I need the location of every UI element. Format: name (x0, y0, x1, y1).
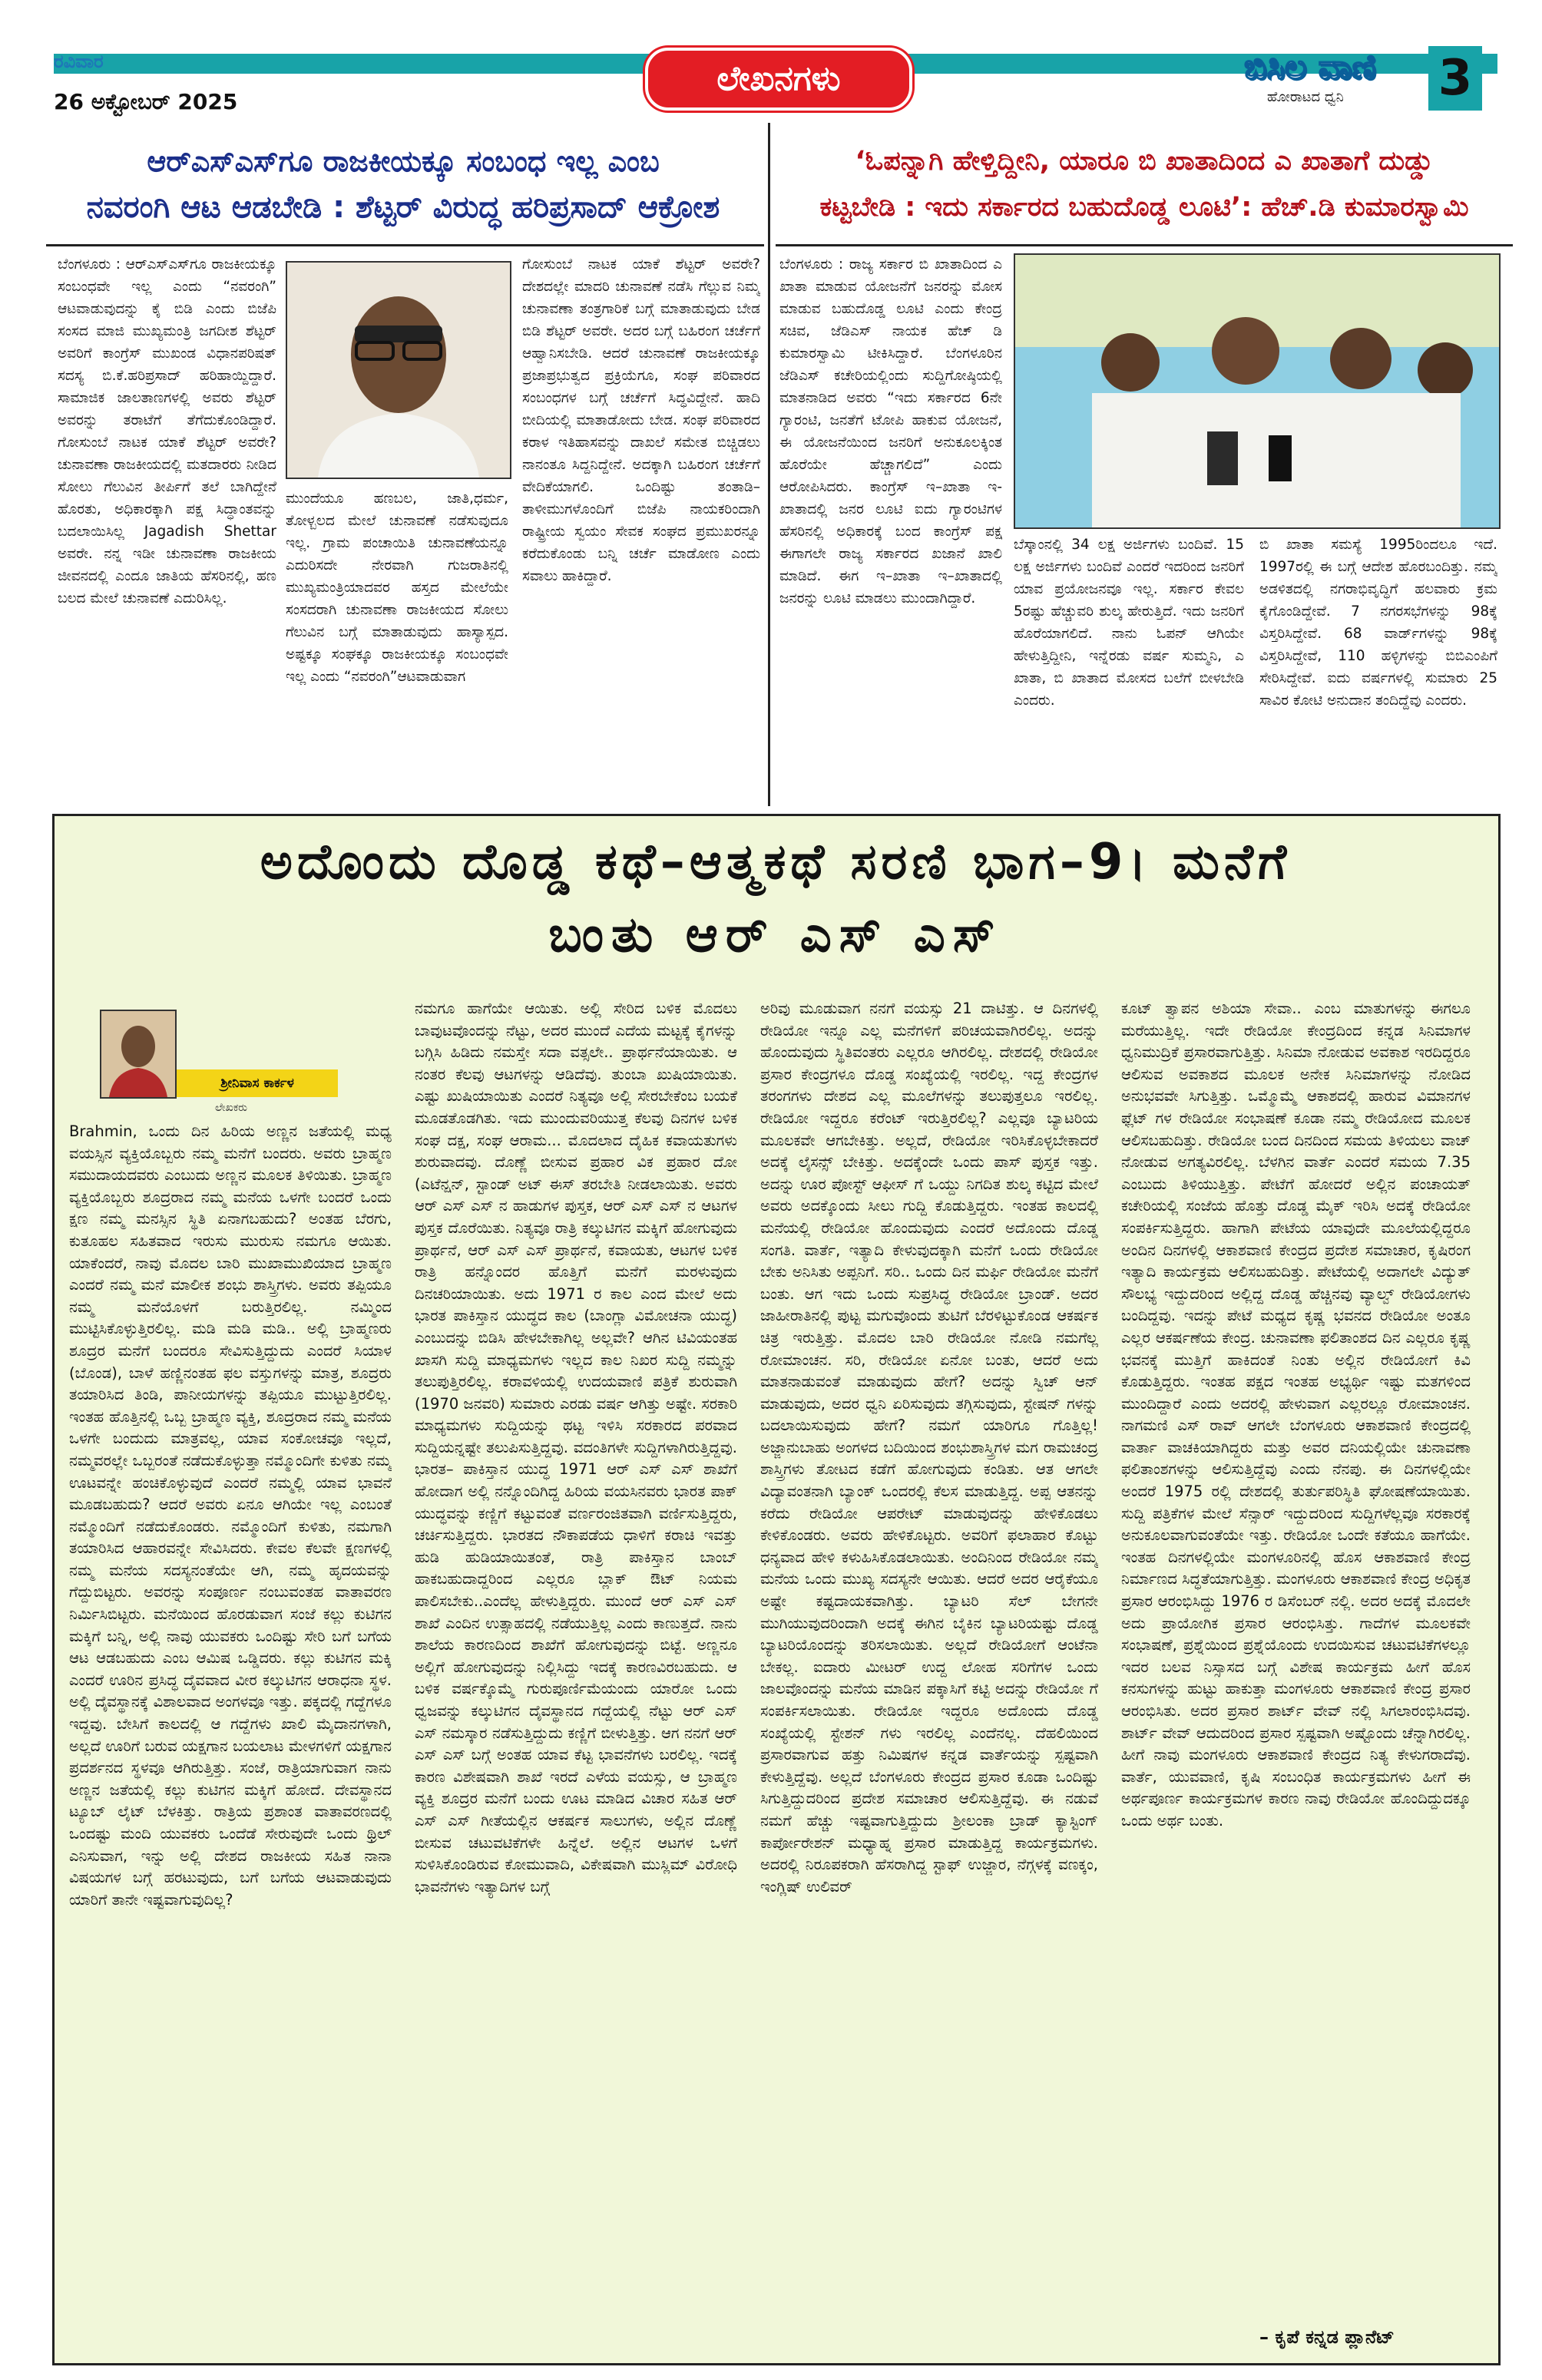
feature-title-line1: ಅದೊಂದು ದೊಡ್ಡ ಕಥೆ–ಆತ್ಮಕಥೆ ಸರಣಿ ಭಾಗ–9। ಮನೆಗೆ (260, 834, 1292, 891)
feature-credit: – ಕೃಪೆ ಕನ್ನಡ ಪ್ಲಾನೆಟ್ (1259, 2326, 1395, 2348)
feature-column-2: ನಮಗೂ ಹಾಗೆಯೇ ಆಯಿತು. ಅಲ್ಲಿ ಸೇರಿದ ಬಳಿಕ ಮೊದಲು ಬಾವುಟವೊಂದನ್ನು ನೆಟ್ಟು, ಅದರ ಮುಂದೆ ಎದೆಯ ಮಟ್ಟಕ್ಕೆ ಕೈಗಳನ್ನು ಬಗ್ಗಿಸಿ ಹಿಡಿದು ನಮಸ್ತೇ ಸದಾ ವತ್ಸಲೇ.. ಪ್ರಾರ್ಥನೆಯಾಯಿತು. ಆ ನಂತರ ಕೆಲವು ಆಟಗಳನ್ನು ಆಡಿದೆವು. ತುಂಬಾ ಖುಷಿಯಾಯಿತು. ಎಷ್ಟು ಖುಷಿಯಾಯಿತು ಎಂದರೆ ನಿತ್ಯವೂ ಅಲ್ಲಿ ಸೇರಬೇಕೆಂಬ ಬಯಕೆ ಮೂಡತೊಡಗಿತು. ಇದು ಮುಂದುವರಿಯುತ್ತ ಕೆಲವು ದಿನಗಳ ಬಳಿಕ ಸಂಘ ದಕ್ಷ, ಸಂಘ ಆರಾಮ... ಮೊದಲಾದ ದೈಹಿಕ ಕವಾಯತುಗಳು ಶುರುವಾದವು. ದೊಣ್ಣೆ ಬೀಸುವ ಪ್ರಹಾರ ವಿಕ ಪ್ರಹಾರ ದೋ (ಎಟೆನ್ಷನ್, ಸ್ಟಾಂಡ್ ಅಟ್ ಈಸ್ ತರಬೇತಿ ನೀಡಲಾಯಿತು. ಅವರು ಆರ್ ಎಸ್ ಎಸ್ ನ ಹಾಡುಗಳ ಪುಸ್ತಕ, ಆರ್ ಎಸ್ ಎಸ್ ನ ಆಟಗಳ ಪುಸ್ತಕ ದೊರೆಯಿತು. ನಿತ್ಯವೂ ರಾತ್ರಿ ಕಲ್ಕುಟಿಗನ ಮಕ್ಕಿಗೆ ಹೋಗುವುದು ಪ್ರಾರ್ಥನೆ, ಆರ್ ಎಸ್ ಎಸ್ ಪ್ರಾರ್ಥನೆ, ಕವಾಯತು, ಆಟಗಳ ಬಳಿಕ ರಾತ್ರಿ ಹನ್ನೊಂದರ ಹೊತ್ತಿಗೆ ಮನೆಗೆ ಮರಳುವುದು ದಿನಚರಿಯಾಯಿತು. ಅದು 1971 ರ ಕಾಲ ಎಂದ ಮೇಲೆ ಅದು ಭಾರತ ಪಾಕಿಸ್ತಾನ ಯುದ್ಧದ ಕಾಲ (ಬಾಂಗ್ಲಾ ವಿಮೋಚನಾ ಯುದ್ಧ) ಎಂಬುದನ್ನು ಬಿಡಿಸಿ ಹೇಳಬೇಕಾಗಿಲ್ಲ ಅಲ್ಲವೇ? ಆಗಿನ ಟಿವಿಯಂತಹ ಖಾಸಗಿ ಸುದ್ದಿ ಮಾಧ್ಯಮಗಳು ಇಲ್ಲದ ಕಾಲ ನಿಖರ ಸುದ್ದಿ ನಮ್ಮನ್ನು ತಲುಪುತ್ತಿರಲಿಲ್ಲ. ಕರಾವಳಿಯಲ್ಲಿ ಉದಯವಾಣಿ ಪತ್ರಿಕೆ ಶುರುವಾಗಿ (1970 ಜನವರಿ) ಸುಮಾರು ಎರಡು ವರ್ಷ ಆಗಿತ್ತು ಅಷ್ಟೇ. ಸರಕಾರಿ ಮಾಧ್ಯಮಗಳು ಸುದ್ದಿಯನ್ನು ಥಟ್ಟ ಇಳಿಸಿ ಸರಕಾರದ ಪರವಾದ ಸುದ್ದಿಯನ್ನಷ್ಟೇ ತಲುಪಿಸುತ್ತಿದ್ದವು. ವದಂತಿಗಳೇ ಸುದ್ದಿಗಳಾಗಿರುತ್ತಿದ್ದವು. ಭಾರತ– ಪಾಕಿಸ್ತಾನ ಯುದ್ಧ 1971 ಆರ್ ಎಸ್ ಎಸ್ ಶಾಖೆಗೆ ಹೋದಾಗ ಅಲ್ಲಿ ನನ್ನೊಂದಿಗಿದ್ದ ಹಿರಿಯ ವಯಸಿನವರು ಭಾರತ ಪಾಕ್ ಯುದ್ಧವನ್ನು ಕಣ್ಣಿಗೆ ಕಟ್ಟುವಂತೆ ವರ್ಣರಂಜಿತವಾಗಿ ವರ್ಣಿಸುತ್ತಿದ್ದರು, ಚರ್ಚಿಸುತ್ತಿದ್ದರು. ಭಾರತದ ನೌಕಾಪಡೆಯ ಧಾಳಿಗೆ ಕರಾಚಿ ಇವತ್ತು ಹುಡಿ ಹುಡಿಯಾಯಿತಂತೆ, ರಾತ್ರಿ ಪಾಕಿಸ್ತಾನ ಬಾಂಬ್ ಹಾಕಬಹುದಾದ್ದರಿಂದ ಎಲ್ಲರೂ ಬ್ಲಾಕ್ ಔಟ್ ನಿಯಮ ಪಾಲಿಸಬೇಕು..ಎಂದೆಲ್ಲ ಹೇಳುತ್ತಿದ್ದರು. ಮುಂದೆ ಆರ್ ಎಸ್ ಎಸ್ ಶಾಖೆ ಎಂದಿನ ಉತ್ಸಾಹದಲ್ಲಿ ನಡೆಯುತ್ತಿಲ್ಲ ಎಂದು ಕಾಣುತ್ತದೆ. ನಾನು ಶಾಲೆಯ ಕಾರಣದಿಂದ ಶಾಖೆಗೆ ಹೋಗುವುದನ್ನು ಬಿಟ್ಟೆ. ಅಣ್ಣನೂ ಅಲ್ಲಿಗೆ ಹೋಗುವುದನ್ನು ನಿಲ್ಲಿಸಿದ್ದು ಇದಕ್ಕೆ ಕಾರಣವಿರಬಹುದು. ಆ ಬಳಿಕ ವರ್ಷಕ್ಕೊಮ್ಮೆ ಗುರುಪೂರ್ಣಿಮೆಯಂದು ಯಾರೋ ಒಂದು ಧ್ವಜವನ್ನು ಕಲ್ಕುಟಿಗನ ದೈವಸ್ಥಾನದ ಗದ್ದೆಯಲ್ಲಿ ನೆಟ್ಟು ಆರ್ ಎಸ್ ಎಸ್ ನಮಸ್ಕಾರ ನಡೆಸುತ್ತಿದ್ದುದು ಕಣ್ಣಿಗೆ ಬೀಳುತ್ತಿತ್ತು. ಆಗ ನನಗೆ ಆರ್ ಎಸ್ ಎಸ್ ಬಗ್ಗೆ ಅಂತಹ ಯಾವ ಕೆಟ್ಟ ಭಾವನೆಗಳು ಬರಲಿಲ್ಲ. ಇದಕ್ಕೆ ಕಾರಣ ವಿಶೇಷವಾಗಿ ಶಾಖೆ ಇರದೆ ಎಳೆಯ ವಯಸ್ಸು, ಆ ಬ್ರಾಹ್ಮಣ ವ್ಯಕ್ತಿ ಶೂದ್ರರ ಮನೆಗೆ ಬಂದು ಊಟ ಮಾಡಿದ ವಿಚಾರ ಸಹಿತ ಆರ್ ಎಸ್ ಎಸ್ ಗೀತೆಯಲ್ಲಿನ ಆಕರ್ಷಕ ಸಾಲುಗಳು, ಅಲ್ಲಿನ ದೊಣ್ಣೆ ಬೀಸುವ ಚಟುವಟಿಕೆಗಳೇ ಹಿನ್ನೆಲೆ. ಅಲ್ಲಿನ ಆಟಗಳ ಒಳಗೆ ಸುಳಿಸಿಕೊಂಡಿರುವ ಕೋಮುವಾದಿ, ವಿಕೇಷವಾಗಿ ಮುಸ್ಲಿಮ್ ವಿರೋಧಿ ಭಾವನೆಗಳು ಇತ್ಯಾದಿಗಳ ಬಗ್ಗೆ (415, 1000, 737, 1896)
story2-column-3: ಬಿ ಖಾತಾ ಸಮಸ್ಯೆ 1995ರಿಂದಲೂ ಇದೆ. 1997ರಲ್ಲಿ ಈ ಬಗ್ಗೆ ಆದೇಶ ಹೊರಬಂದಿತ್ತು. ನಮ್ಮ ಅಡಳಿತದಲ್ಲಿ ನಗರಾಭಿವೃದ್ಧಿಗೆ ಹಲವಾರು ಕ್ರಮ ಕೈಗೊಂಡಿದ್ದೇವೆ. 7 ನಗರಸಭೆಗಳನ್ನು 98ಕ್ಕೆ ವಿಸ್ತರಿಸಿದ್ದೇವೆ. 68 ವಾರ್ಡ್‌ಗಳನ್ನು 98ಕ್ಕೆ ವಿಸ್ತರಿಸಿದ್ದೇವೆ, 110 ಹಳ್ಳಿಗಳನ್ನು ಬಿಬಿಎಂಪಿಗೆ ಸೇರಿಸಿದ್ದೇವೆ. ಐದು ವರ್ಷಗಳಲ್ಲಿ ಸುಮಾರು 25 ಸಾವಿರ ಕೋಟಿ ಅನುದಾನ ತಂದಿದ್ದೆವು ಎಂದರು. (1259, 537, 1497, 709)
feature-column-3: ಅರಿವು ಮೂಡುವಾಗ ನನಗೆ ವಯಸ್ಸು 21 ದಾಟಿತ್ತು. ಆ ದಿನಗಳಲ್ಲಿ ರೇಡಿಯೋ ಇನ್ನೂ ಎಲ್ಲ ಮನೆಗಳಿಗೆ ಪರಿಚಯವಾಗಿರಲಿಲ್ಲ. ಅದನ್ನು ಹೊಂದುವುದು ಸ್ಥಿತಿವಂತರು ಎಲ್ಲರೂ ಆಗಿರಲಿಲ್ಲ. ದೇಶದಲ್ಲಿ ರೇಡಿಯೋ ಪ್ರಸಾರ ಕೇಂದ್ರಗಳೂ ದೊಡ್ಡ ಸಂಖ್ಯೆಯಲ್ಲಿ ಇರಲಿಲ್ಲ. ಇದ್ದ ಕೇಂದ್ರಗಳ ತರಂಗಗಳು ದೇಶದ ಎಲ್ಲ ಮೂಲೆಗಳನ್ನು ತಲುಪುತ್ತಲೂ ಇರಲಿಲ್ಲ. ರೇಡಿಯೋ ಇದ್ದರೂ ಕರೆಂಟ್ ಇರುತ್ತಿರಲಿಲ್ಲ? ಎಲ್ಲವೂ ಬ್ಯಾಟರಿಯ ಮೂಲಕವೇ ಆಗಬೇಕಿತ್ತು. ಅಲ್ಲದೆ, ರೇಡಿಯೋ ಇರಿಸಿಕೊಳ್ಳಬೇಕಾದರೆ ಅದಕ್ಕೆ ಲೈಸನ್ಸ್ ಬೇಕಿತ್ತು. ಅದಕ್ಕೆಂದೇ ಒಂದು ಪಾಸ್ ಪುಸ್ತಕ ಇತ್ತು. ಅದನ್ನು ಊರ ಪೋಸ್ಟ್ ಆಫೀಸ್ ಗೆ ಒಯ್ದು ನಿಗದಿತ ಶುಲ್ಕ ಕಟ್ಟಿದ ಮೇಲೆ ಅವರು ಅದಕ್ಕೊಂದು ಸೀಲು ಗುದ್ದಿ ಕೊಡುತ್ತಿದ್ದರು. ಇಂತಹ ಕಾಲದಲ್ಲಿ ಮನೆಯಲ್ಲಿ ರೇಡಿಯೋ ಹೊಂದುವುದು ಎಂದರೆ ಅದೊಂದು ದೊಡ್ಡ ಸಂಗತಿ. ವಾರ್ತೆ, ಇತ್ಯಾದಿ ಕೇಳುವುದಕ್ಕಾಗಿ ಮನೆಗೆ ಒಂದು ರೇಡಿಯೋ ಬೇಕು ಅನಿಸಿತು ಅಪ್ಪನಿಗೆ. ಸರಿ.. ಒಂದು ದಿನ ಮರ್ಫಿ ರೇಡಿಯೋ ಮನೆಗೆ ಬಂತು. ಆಗ ಇದು ಒಂದು ಸುಪ್ರಸಿದ್ಧ ರೇಡಿಯೋ ಬ್ರಾಂಡ್. ಅದರ ಜಾಹೀರಾತಿನಲ್ಲಿ ಪುಟ್ಟ ಮಗುವೊಂದು ತುಟಿಗೆ ಬೆರಳಿಟ್ಟುಕೊಂಡ ಆಕರ್ಷಕ ಚಿತ್ರ ಇರುತ್ತಿತ್ತು. ಮೊದಲ ಬಾರಿ ರೇಡಿಯೋ ನೋಡಿ ನಮಗೆಲ್ಲ ರೋಮಾಂಚನ. ಸರಿ, ರೇಡಿಯೋ ಏನೋ ಬಂತು, ಆದರೆ ಅದು ಮಾತನಾಡುವಂತೆ ಮಾಡುವುದು ಹೇಗೆ? ಅದನ್ನು ಸ್ವಿಚ್ ಆನ್ ಮಾಡುವುದು, ಅದರ ಧ್ವನಿ ಏರಿಸುವುದು ತಗ್ಗಿಸುವುದು, ಸ್ಟೇಷನ್ ಗಳನ್ನು ಬದಲಾಯಿಸುವುದು ಹೇಗೆ? ನಮಗೆ ಯಾರಿಗೂ ಗೊತ್ತಿಲ್ಲ! ಅಜ್ಜಾನುಬಾಹು ಅಂಗಳದ ಬದಿಯಿಂದ ಶಂಭುಶಾಸ್ತ್ರಿಗಳ ಮಗ ರಾಮಚಂದ್ರ ಶಾಸ್ತ್ರಿಗಳು ತೋಟದ ಕಡೆಗೆ ಹೋಗುವುದು ಕಂಡಿತು. ಆತ ಆಗಲೇ ವಿದ್ಯಾವಂತನಾಗಿ ಬ್ಯಾಂಕ್ ಒಂದರಲ್ಲಿ ಕೆಲಸ ಮಾಡುತ್ತಿದ್ದ. ಅಪ್ಪ ಆತನನ್ನು ಕರೆದು ರೇಡಿಯೋ ಆಪರೇಟ್ ಮಾಡುವುದನ್ನು ಹೇಳಿಕೊಡಲು ಕೇಳಿಕೊಂಡರು. ಅವರು ಹೇಳಿಕೊಟ್ಟರು. ಅವರಿಗೆ ಫಲಾಹಾರ ಕೊಟ್ಟು ಧನ್ಯವಾದ ಹೇಳಿ ಕಳುಹಿಸಿಕೊಡಲಾಯಿತು. ಅಂದಿನಿಂದ ರೇಡಿಯೋ ನಮ್ಮ ಮನೆಯ ಒಂದು ಮುಖ್ಯ ಸದಸ್ಯನೇ ಆಯಿತು. ಆದರೆ ಅದರ ಆರೈಕೆಯೂ ಅಷ್ಟೇ ಕಷ್ಟದಾಯಕವಾಗಿತ್ತು. ಬ್ಯಾಟರಿ ಸೆಲ್ ಬೇಗನೇ ಮುಗಿಯುವುದರಿಂದಾಗಿ ಅದಕ್ಕೆ ಈಗಿನ ಬೈಕಿನ ಬ್ಯಾಟರಿಯಷ್ಟು ದೊಡ್ಡ ಬ್ಯಾಟರಿಯೊಂದನ್ನು ತರಿಸಲಾಯಿತು. ಅಲ್ಲದೆ ರೇಡಿಯೋಗೆ ಆಂಟೆನಾ ಬೇಕಲ್ಲ. ಐದಾರು ಮೀಟರ್ ಉದ್ದ ಲೋಹ ಸರಿಗೆಗಳ ಒಂದು ಜಾಲವೊಂದನ್ನು ಮನೆಯ ಮಾಡಿನ ಪಕ್ಕಾಸಿಗೆ ಕಟ್ಟಿ ಅದನ್ನು ರೇಡಿಯೋ ಗೆ ಸಂಪರ್ಕಿಸಲಾಯಿತು. ರೇಡಿಯೋ ಇದ್ದರೂ ಅದೊಂದು ದೊಡ್ಡ ಸಂಖ್ಯೆಯಲ್ಲಿ ಸ್ಟೇಶನ್ ಗಳು ಇರಲಿಲ್ಲ ಎಂದೆನಲ್ಲ. ದೆಹಲಿಯಿಂದ ಪ್ರಸಾರವಾಗುವ ಹತ್ತು ನಿಮಿಷಗಳ ಕನ್ನಡ ವಾರ್ತೆಯನ್ನು ಸ್ಪಷ್ಟವಾಗಿ ಕೇಳುತ್ತಿದ್ದೆವು. ಅಲ್ಲದೆ ಬೆಂಗಳೂರು ಕೇಂದ್ರದ ಪ್ರಸಾರ ಕೂಡಾ ಒಂದಿಷ್ಟು ಸಿಗುತ್ತಿದ್ದುದರಿಂದ ಪ್ರದೇಶ ಸಮಾಚಾರ ಆಲಿಸುತ್ತಿದ್ದೆವು. ಈ ನಡುವೆ ನಮಗೆ ಹೆಚ್ಚು ಇಷ್ಟವಾಗುತ್ತಿದ್ದುದು ಶ್ರೀಲಂಕಾ ಬ್ರಾಡ್ ಕ್ಯಾಸ್ಟಿಂಗ್ ಕಾರ್ಪೋರೇಶನ್ ಮಧ್ಯಾಹ್ನ ಪ್ರಸಾರ ಮಾಡುತ್ತಿದ್ದ ಕಾರ್ಯಕ್ರಮಗಳು. ಅದರಲ್ಲಿ ನಿರೂಪಕರಾಗಿ ಹೆಸರಾಗಿದ್ದ ಸ್ಟಾಫ್ ಉಜ್ಜಾರ, ನೆಗ್ಗಳಕ್ಕೆ ವಣಕ್ಕಂ, ಇಂಗ್ಲಿಷ್ ಉಲಿವರ್ (760, 1000, 1098, 1896)
story2-photo (1014, 253, 1501, 529)
column-divider (768, 123, 770, 806)
date-box (54, 51, 307, 114)
author-name: ಶ್ರೀನಿವಾಸ ಕಾರ್ಕಳ (177, 1069, 338, 1097)
story1-photo (286, 261, 511, 479)
author-role: ಲೇಖಕರು (215, 1102, 248, 1114)
page-number: 3 (1428, 46, 1482, 111)
story1-separator (46, 244, 764, 246)
masthead (0, 0, 1542, 127)
feature-column-4: ಕೂಟ್ ತ್ವಾಪನ ಅಶಿಯಾ ಸೇವಾ.. ಎಂಬ ಮಾತುಗಳನ್ನು ಈಗಲೂ ಮರೆಯುತ್ತಿಲ್ಲ. ಇದೇ ರೇಡಿಯೋ ಕೇಂದ್ರದಿಂದ ಕನ್ನಡ ಸಿನಿಮಾಗಳ ಧ್ವನಿಮುದ್ರಿಕೆ ಪ್ರಸಾರವಾಗುತ್ತಿತ್ತು. ಸಿನಿಮಾ ನೋಡುವ ಅವಕಾಶ ಇರದಿದ್ದರೂ ಆಲಿಸುವ ಅವಕಾಶದ ಮೂಲಕ ಅನೇಕ ಸಿನಿಮಾಗಳನ್ನು ನೋಡಿದ ಅನುಭವವೇ ಸಿಗುತ್ತಿತ್ತು. ಒಮ್ಮೊಮ್ಮೆ ಆಕಾಶದಲ್ಲಿ ಹಾರುವ ವಿಮಾನಗಳ ಫ್ಲೆಟ್ ಗಳ ರೇಡಿಯೋ ಸಂಭಾಷಣೆ ಕೂಡಾ ನಮ್ಮ ರೇಡಿಯೋದ ಮೂಲಕ ಆಲಿಸಬಹುದಿತ್ತು. ರೇಡಿಯೋ ಬಂದ ದಿನದಿಂದ ಸಮಯ ತಿಳಿಯಲು ವಾಚ್ ನೋಡುವ ಅಗತ್ಯವಿರಲಿಲ್ಲ. ಬೆಳಗಿನ ವಾರ್ತೆ ಎಂದರೆ ಸಮಯ 7.35 ಎಂಬುದು ತಿಳಿಯುತ್ತಿತ್ತು. ಪೇಟೆಗೆ ಹೋದರೆ ಅಲ್ಲಿನ ಪಂಚಾಯತ್ ಕಚೇರಿಯಲ್ಲಿ ಸಂಜೆಯ ಹೊತ್ತು ದೊಡ್ಡ ಮೈಕ್ ಇರಿಸಿ ಅದಕ್ಕೆ ರೇಡಿಯೋ ಸಂಪರ್ಕಿಸುತ್ತಿದ್ದರು. ಹಾಗಾಗಿ ಪೇಟೆಯ ಯಾವುದೇ ಮೂಲೆಯಲ್ಲಿದ್ದರೂ ಅಂದಿನ ದಿನಗಳಲ್ಲಿ ಆಕಾಶವಾಣಿ ಕೇಂದ್ರದ ಪ್ರದೇಶ ಸಮಾಚಾರ, ಕೃಷಿರಂಗ ಇತ್ಯಾದಿ ಕಾರ್ಯಕ್ರಮ ಆಲಿಸಬಹುದಿತ್ತು. ಪೇಟೆಯಲ್ಲಿ ಅದಾಗಲೇ ವಿದ್ಯುತ್ ಸೌಲಭ್ಯ ಇದ್ದುದರಿಂದ ಅಲ್ಲಿದ್ದ ದೊಡ್ಡ ಹೆಚ್ಚಿನವು ವ್ಯಾಲ್ವ್ ರೇಡಿಯೋಗಳು ಬಂದಿದ್ದವು. ಇದನ್ನು ಪೇಟೆ ಮಧ್ಯದ ಕೃಷ್ಣ ಭವನದ ರೇಡಿಯೋ ಅಂತೂ ಎಲ್ಲರ ಆಕರ್ಷಣೆಯ ಕೇಂದ್ರ. ಚುನಾವಣಾ ಫಲಿತಾಂಶದ ದಿನ ಎಲ್ಲರೂ ಕೃಷ್ಣ ಭವನಕ್ಕೆ ಮುತ್ತಿಗೆ ಹಾಕಿದಂತೆ ನಿಂತು ಅಲ್ಲಿನ ರೇಡಿಯೋಗೆ ಕಿವಿ ಕೊಡುತ್ತಿದ್ದರು. ಇಂತಹ ಪಕ್ಷದ ಇಂತಹ ಅಭ್ಯರ್ಥಿ ಇಷ್ಟು ಮತಗಳಿಂದ ಮುಂದಿದ್ದಾರೆ ಎಂದು ಅದರಲ್ಲಿ ಹೇಳುವಾಗ ಎಲ್ಲರಲ್ಲೂ ರೋಮಾಂಚನ. ನಾಗಮಣಿ ಎಸ್ ರಾವ್ ಆಗಲೇ ಬೆಂಗಳೂರು ಆಕಾಶವಾಣಿ ಕೇಂದ್ರದಲ್ಲಿ ವಾರ್ತಾ ವಾಚಕಿಯಾಗಿದ್ದರು ಮತ್ತು ಅವರ ದನಿಯಲ್ಲಿಯೇ ಚುನಾವಣಾ ಫಲಿತಾಂಶಗಳನ್ನು ಆಲಿಸುತ್ತಿದ್ದೆವು ಎಂದು ನೆನಪು. ಈ ದಿನಗಳಲ್ಲಿಯೇ ಅಂದರೆ 1975 ರಲ್ಲಿ ದೇಶದಲ್ಲಿ ತುರ್ತುಪರಿಸ್ಥಿತಿ ಘೋಷಣೆಯಾಯಿತು. ಸುದ್ದಿ ಪತ್ರಿಕೆಗಳ ಮೇಲೆ ಸೆನ್ಸಾರ್ ಇದ್ದುದರಿಂದ ಸುದ್ದಿಗಳೆಲ್ಲವೂ ಸರಕಾರಕ್ಕೆ ಅನುಕೂಲವಾಗುವಂತೆಯೇ ಇತ್ತು. ರೇಡಿಯೋ ಒಂದೇ ಕತೆಯೂ ಹಾಗೆಯೇ. ಇಂತಹ ದಿನಗಳಲ್ಲಿಯೇ ಮಂಗಳೂರಿನಲ್ಲಿ ಹೊಸ ಆಕಾಶವಾಣಿ ಕೇಂದ್ರ ನಿರ್ಮಾಣದ ಸಿದ್ಧತೆಯಾಗುತ್ತಿತ್ತು. ಮಂಗಳೂರು ಆಕಾಶವಾಣಿ ಕೇಂದ್ರ ಅಧಿಕೃತ ಪ್ರಸಾರ ಆರಂಭಿಸಿದ್ದು 1976 ರ ಡಿಸೆಂಬರ್ ನಲ್ಲಿ. ಅದರ ಅದಕ್ಕೆ ಮೊದಲೇ ಅದು ಪ್ರಾಯೋಗಿಕ ಪ್ರಸಾರ ಆರಂಭಿಸಿತ್ತು. ಗಾದೆಗಳ ಮೂಲಕವೇ ಸಂಭಾಷಣೆ, ಪ್ರಶ್ನೆಯಿಂದ ಪ್ರಶ್ನೆಯೊಂದು ಉದಯಿಸುವ ಚಟುವಟಿಕೆಗಳಲ್ಲೂ ಇದರ ಬಲವ ನಿಸ್ಸಾಸದ ಬಗ್ಗೆ ವಿಶೇಷ ಕಾರ್ಯಕ್ರಮ ಹೀಗೆ ಹೊಸ ಕನಸುಗಳನ್ನು ಹುಟ್ಟು ಹಾಕುತ್ತಾ ಮಂಗಳೂರು ಆಕಾಶವಾಣಿ ಕೇಂದ್ರ ಪ್ರಸಾರ ಆರಂಭಿಸಿತು. ಅದರ ಪ್ರಸಾರ ಶಾರ್ಟ್ ವೇವ್ ನಲ್ಲಿ ಸಿಗಲಾರಂಭಿಸಿದವು. ಶಾರ್ಟ್ ವೇವ್ ಆದುದರಿಂದ ಪ್ರಸಾರ ಸ್ಪಷ್ಟವಾಗಿ ಅಷ್ಟೊಂದು ಚೆನ್ನಾಗಿರಲಿಲ್ಲ. ಹೀಗೆ ನಾವು ಮಂಗಳೂರು ಆಕಾಶವಾಣಿ ಕೇಂದ್ರದ ನಿತ್ಯ ಕೇಳುಗರಾದೆವು. ವಾರ್ತೆ, ಯುವವಾಣಿ, ಕೃಷಿ ಸಂಬಂಧಿತ ಕಾರ್ಯಕ್ರಮಗಳು ಹೀಗೆ ಈ ಅರ್ಥಪೂರ್ಣ ಕಾರ್ಯಕ್ರಮಗಳ ಕಾರಣ ನಾವು ರೇಡಿಯೋ ಹೊಂದಿದ್ದುದಕ್ಕೂ ಒಂದು ಅರ್ಥ ಬಂತು. (1121, 1000, 1471, 1830)
portrait-illustration (287, 263, 510, 478)
author-photo (100, 1010, 177, 1099)
story2-headline-line2: ಕಟ್ಟಬೇಡಿ : ಇದು ಸರ್ಕಾರದ ಬಹುದೊಡ್ಡ ಲೂಟಿ’: ಹೆಚ್.ಡಿ ಕುಮಾರಸ್ವಾಮಿ (819, 192, 1469, 223)
story1-column-2: ಮುಂದೆಯೂ ಹಣಬಲ, ಜಾತಿ,ಧರ್ಮ, ತೋಳ್ಬಲದ ಮೇಲೆ ಚುನಾವಣೆ ನಡೆಸುವುದೂ ಇಲ್ಲ. ಗ್ರಾಮ ಪಂಚಾಯಿತಿ ಚುನಾವಣೆಯನ್ನೂ ಎದುರಿಸದೇ ನೇರವಾಗಿ ಗುಜರಾತಿನಲ್ಲಿ ಮುಖ್ಯಮಂತ್ರಿಯಾದವರ ಹಸ್ತದ ಮೇಲೆಯೇ ಸಂಸದರಾಗಿ ಚುನಾವಣಾ ರಾಜಕೀಯದ ಸೋಲು ಗೆಲುವಿನ ಬಗ್ಗೆ ಮಾತಾಡುವುದು ಹಾಸ್ಯಾಸ್ಪದ. ಅಷ್ಟಕ್ಕೂ ಸಂಘಕ್ಕೂ ರಾಜಕೀಯಕ್ಕೂ ಸಂಬಂಧವೇ ಇಲ್ಲ ಎಂದು “ನವರಂಗಿ”ಆಟವಾಡುವಾಗ (286, 491, 508, 685)
newspaper-logo (1244, 48, 1428, 109)
brand-name: ಬಿಸಿಲ ವಾಣಿ (1244, 48, 1376, 87)
brand-tagline: ಹೋರಾಟದ ಧ್ವನಿ (1267, 89, 1344, 105)
story2-column-1: ಬೆಂಗಳೂರು : ರಾಜ್ಯ ಸರ್ಕಾರ ಬಿ ಖಾತಾದಿಂದ ಎ ಖಾತಾ ಮಾಡುವ ಯೋಜನೆಗೆ ಜನರನ್ನು ಮೋಸ ಮಾಡುವ ಬಹುದೊಡ್ಡ ಲೂಟಿ ಎಂದು ಕೇಂದ್ರ ಸಚಿವ, ಜೆಡಿಎಸ್ ನಾಯಕ ಹೆಚ್ ಡಿ ಕುಮಾರಸ್ವಾಮಿ ಟೀಕಿಸಿದ್ದಾರೆ. ಬೆಂಗಳೂರಿನ ಜೆಡಿಎಸ್ ಕಚೇರಿಯಲ್ಲಿಂದು ಸುದ್ದಿಗೋಷ್ಠಿಯಲ್ಲಿ ಮಾತನಾಡಿದ ಅವರು “ಇದು ಸರ್ಕಾರದ 6ನೇ ಗ್ಯಾರಂಟಿ, ಜನತೆಗೆ ಟೋಪಿ ಹಾಕುವ ಯೋಜನೆ, ಈ ಯೋಜನೆಯಿಂದ ಜನರಿಗೆ ಅನುಕೂಲಕ್ಕಿಂತ ಹೊರೆಯೇ ಹೆಚ್ಚಾಗಲಿದೆ” ಎಂದು ಆರೋಪಿಸಿದರು. ಕಾಂಗ್ರೆಸ್ ಇ–ಖಾತಾ ಇ-ಖಾತಾದಲ್ಲಿ ಜನರ ಲೂಟಿ ಐದು ಗ್ಯಾರಂಟಿಗಳ ಹೆಸರಿನಲ್ಲಿ ಅಧಿಕಾರಕ್ಕೆ ಬಂದ ಕಾಂಗ್ರೆಸ್ ಪಕ್ಷ ಈಗಾಗಲೇ ರಾಜ್ಯ ಸರ್ಕಾರದ ಖಜಾನೆ ಖಾಲಿ ಮಾಡಿದೆ. ಈಗ ಇ–ಖಾತಾ ಇ–ಖಾತಾದಲ್ಲಿ ಜನರನ್ನು ಲೂಟಿ ಮಾಡಲು ಮುಂದಾಗಿದ್ದಾರೆ. (779, 256, 1002, 607)
story1-column-3: ಗೋಸುಂಬೆ ನಾಟಕ ಯಾಕೆ ಶೆಟ್ಟರ್ ಅವರೇ? ದೇಶದಲ್ಲೇ ಮಾದರಿ ಚುನಾವಣೆ ನಡೆಸಿ ಗೆಲ್ಲುವ ನಿಮ್ಮ ಚುನಾವಣಾ ತಂತ್ರಗಾರಿಕೆ ಬಗ್ಗೆ ಮಾತಾಡುವುದು ಬೇಡ ಬಿಡಿ ಶೆಟ್ಟರ್ ಅವರೇ. ಅದರ ಬಗ್ಗೆ ಬಹಿರಂಗ ಚರ್ಚೆಗೆ ಆಹ್ವಾನಿಸಬೇಡಿ. ಆದರೆ ಚುನಾವಣೆ ರಾಜಕೀಯಕ್ಕೂ ಪ್ರಜಾಪ್ರಭುತ್ವದ ಪ್ರಕ್ರಿಯೆಗೂ, ಸಂಘ ಪರಿವಾರದ ಸಂಬಂಧಗಳ ಬಗ್ಗೆ ಚರ್ಚೆಗೆ ಸಿದ್ಧವಿದ್ದೇನೆ. ಹಾದಿ ಬೀದಿಯಲ್ಲಿ ಮಾತಾಡೋದು ಬೇಡ. ಸಂಘ ಪರಿವಾರದ ಕರಾಳ ಇತಿಹಾಸವನ್ನು ದಾಖಲೆ ಸಮೇತ ಬಿಚ್ಚಿಡಲು ನಾನಂತೂ ಸಿದ್ದನಿದ್ದೇನೆ. ಅದಕ್ಕಾಗಿ ಬಹಿರಂಗ ಚರ್ಚೆಗೆ ವೇದಿಕೆಯಾಗಲಿ. ಒಂದಿಷ್ಟು ತಂತಾಡಿ–ತಾಳೀಮುಗಳೊಂದಿಗೆ ಬಿಜೆಪಿ ನಾಯಕರಿಂದಾಗಿ ರಾಷ್ಟ್ರೀಯ ಸ್ವಯಂ ಸೇವಕ ಸಂಘದ ಪ್ರಮುಖರನ್ನೂ ಕರೆದುಕೊಂಡು ಬನ್ನಿ ಚರ್ಚೆ ಮಾಡೋಣ ಎಂದು ಸವಾಲು ಹಾಕಿದ್ದಾರೆ. (522, 256, 760, 584)
story2-separator (776, 244, 1513, 246)
section-title: ಲೇಖನಗಳು (645, 48, 912, 111)
issue-date: 26 ಅಕ್ಟೋಬರ್ 2025 (54, 89, 238, 114)
feature-title-line2: ಬಂತು ಆರ್ ಎಸ್ ಎಸ್ (548, 907, 1003, 964)
story1-headline-line2: ನವರಂಗಿ ಆಟ ಆಡಬೇಡಿ : ಶೆಟ್ಟರ್ ವಿರುದ್ಧ ಹರಿಪ್ರಸಾದ್ ಆಕ್ರೋಶ (86, 190, 720, 225)
press-conference-illustration (1015, 255, 1499, 527)
author-portrait-illustration (101, 1011, 175, 1097)
story2-headline-line1: ‘ಓಪನ್ನಾಗಿ ಹೇಳ್ತಿದ್ದೀನಿ, ಯಾರೂ ಬಿ ಖಾತಾದಿಂದ ಎ ಖಾತಾಗೆ ದುಡ್ಡು (855, 146, 1434, 177)
story2-column-2: ಬೆಸ್ಕಾಂನಲ್ಲಿ 34 ಲಕ್ಷ ಅರ್ಜಿಗಳು ಬಂದಿವೆ. 15 ಲಕ್ಷ ಅರ್ಜಿಗಳು ಬಂದಿವೆ ಎಂದರೆ ಇದರಿಂದ ಜನರಿಗೆ ಯಾವ ಪ್ರಯೋಜನವೂ ಇಲ್ಲ. ಸರ್ಕಾರ ಕೇವಲ 5ರಷ್ಟು ಹೆಚ್ಚುವರಿ ಶುಲ್ಕ ಹೇರುತ್ತಿದೆ. ಇದು ಜನರಿಗೆ ಹೊರೆಯಾಗಲಿದೆ. ನಾನು ಓಪನ್ ಆಗಿಯೇ ಹೇಳುತ್ತಿದ್ದೀನಿ, ಇನ್ನೆರಡು ವರ್ಷ ಸುಮ್ಮನಿ, ಎ ಖಾತಾ, ಬಿ ಖಾತಾದ ಮೋಸದ ಬಲೆಗೆ ಬೀಳಬೇಡಿ ಎಂದರು. (1014, 537, 1244, 709)
issue-day: ರವಿವಾರ (54, 51, 104, 72)
author-card (100, 1010, 338, 1114)
feature-column-1: Brahmin, ಒಂದು ದಿನ ಹಿರಿಯ ಅಣ್ಣನ ಜತೆಯಲ್ಲಿ ಮಧ್ಯ ವಯಸ್ಸಿನ ವ್ಯಕ್ತಿಯೊಬ್ಬರು ನಮ್ಮ ಮನೆಗೆ ಬಂದರು. ಅವರು ಬ್ರಾಹ್ಮಣ ಸಮುದಾಯದವರು ಎಂಬುದು ಅಣ್ಣನ ಮೂಲಕ ತಿಳಿಯಿತು. ಬ್ರಾಹ್ಮಣ ವ್ಯಕ್ತಿಯೊಬ್ಬರು ಶೂದ್ರರಾದ ನಮ್ಮ ಮನೆಯ ಒಳಗೇ ಬಂದರೆ ಒಂದು ಕ್ಷಣ ನಮ್ಮ ಮನಸ್ಸಿನ ಸ್ಥಿತಿ ಏನಾಗಬಹುದು? ಅಂತಹ ಬೆರಗು, ಕುತೂಹಲ ಸಹಿತವಾದ ಇರುಸು ಮುರುಸು ನಮಗೂ ಆಯಿತು. ಯಾಕೆಂದರೆ, ನಾವು ಮೊದಲ ಬಾರಿ ಮುಖಾಮುಖಿಯಾದ ಬ್ರಾಹ್ಮಣ ಎಂದರೆ ನಮ್ಮ ಮನೆ ಮಾಲೀಕ ಶಂಭು ಶಾಸ್ತ್ರಿಗಳು. ಅವರು ತಪ್ಪಿಯೂ ನಮ್ಮ ಮನೆಯೊಳಗೆ ಬರುತ್ತಿರಲಿಲ್ಲ. ನಮ್ಮಿಂದ ಮುಟ್ಟಿಸಿಕೊಳ್ಳುತ್ತಿರಲಿಲ್ಲ. ಮಡಿ ಮಡಿ ಮಡಿ.. ಅಲ್ಲಿ ಬ್ರಾಹ್ಮಣರು ಶೂದ್ರರ ಮನೆಗೆ ಬಂದರೂ ಸೇವಿಸುತ್ತಿದ್ದುದು ಎಂದರೆ ಸಿಯಾಳ (ಬೊಂಡ), ಬಾಳೆ ಹಣ್ಣಿನಂತಹ ಫಲ ವಸ್ತುಗಳನ್ನು ಮಾತ್ರ, ಶೂದ್ರರು ತಯಾರಿಸಿದ ತಿಂಡಿ, ಪಾನೀಯಗಳನ್ನು ತಪ್ಪಿಯೂ ಮುಟ್ಟುತ್ತಿರಲಿಲ್ಲ. ಇಂತಹ ಹೊತ್ತಿನಲ್ಲಿ ಒಬ್ಬ ಬ್ರಾಹ್ಮಣ ವ್ಯಕ್ತಿ, ಶೂದ್ರರಾದ ನಮ್ಮ ಮನೆಯ ಒಳಗೇ ಬಂದುದು ಮಾತ್ರವಲ್ಲ, ಯಾವ ಸಂಕೋಚವೂ ಇಲ್ಲದೆ, ನಮ್ಮವರಲ್ಲೇ ಒಬ್ಬರಂತೆ ನಡೆದುಕೊಳ್ಳುತ್ತಾ ನಮ್ಮೊಂದಿಗೇ ಕುಳಿತು ನಮ್ಮ ಊಟವನ್ನೇ ಹಂಚಿಕೊಳ್ಳುವುದೆ ಎಂದರೆ ನಮ್ಮಲ್ಲಿ ಯಾವ ಭಾವನೆ ಮೂಡಬಹುದು? ಆದರೆ ಅವರು ಏನೂ ಆಗಿಯೇ ಇಲ್ಲ ಎಂಬಂತೆ ನಮ್ಮೊಂದಿಗೆ ನಡೆದುಕೊಂಡರು. ನಮ್ಮೊಂದಿಗೆ ಕುಳಿತು, ನಮಗಾಗಿ ತಯಾರಿಸಿದ ಆಹಾರವನ್ನೇ ಸೇವಿಸಿದರು. ಕೇವಲ ಕೆಲವೇ ಕ್ಷಣಗಳಲ್ಲಿ ನಮ್ಮ ಮನೆಯ ಸದಸ್ಯನಂತೆಯೇ ಆಗಿ, ನಮ್ಮ ಹೃದಯವನ್ನು ಗೆದ್ದುಬಿಟ್ಟರು. ಅವರನ್ನು ಸಂಪೂರ್ಣ ನಂಬುವಂತಹ ವಾತಾವರಣ ನಿರ್ಮಿಸಿಬಿಟ್ಟರು. ಮನೆಯಿಂದ ಹೊರಡುವಾಗ ಸಂಜೆ ಕಲ್ಲು ಕುಟಿಗನ ಮಕ್ಕಿಗೆ ಬನ್ನಿ, ಅಲ್ಲಿ ನಾವು ಯುವಕರು ಒಂದಿಷ್ಟು ಸೇರಿ ಬಗೆ ಬಗೆಯ ಆಟ ಆಡಬಹುದು ಎಂಬ ಆಮಿಷ ಒಡ್ಡಿದರು. ಕಲ್ಲು ಕುಟಿಗನ ಮಕ್ಕಿ ಎಂದರೆ ಊರಿನ ಪ್ರಸಿದ್ಧ ದೈವವಾದ ವೀರ ಕಲ್ಕುಟಿಗನ ಆರಾಧನಾ ಸ್ಥಳ. ಅಲ್ಲಿ ದೈವಸ್ಥಾನಕ್ಕೆ ವಿಶಾಲವಾದ ಅಂಗಳವೂ ಇತ್ತು. ಪಕ್ಕದಲ್ಲಿ ಗದ್ದೆಗಳೂ ಇದ್ದವು. ಬೇಸಿಗೆ ಕಾಲದಲ್ಲಿ ಆ ಗದ್ದೆಗಳು ಖಾಲಿ ಮೈದಾನಗಳಾಗಿ, ಅಲ್ಲದೆ ಊರಿಗೆ ಬರುವ ಯಕ್ಷಗಾನ ಬಯಲಾಟ ಮೇಳಗಳಿಗೆ ಯಕ್ಷಗಾನ ಪ್ರದರ್ಶನದ ಸ್ಥಳವೂ ಆಗಿರುತ್ತಿತ್ತು. ಸಂಜೆ, ರಾತ್ರಿಯಾಗುವಾಗ ನಾನು ಅಣ್ಣನ ಜತೆಯಲ್ಲಿ ಕಲ್ಲು ಕುಟಿಗನ ಮಕ್ಕಿಗೆ ಹೋದೆ. ದೇವಸ್ಥಾನದ ಟ್ಯೂಬ್ ಲೈಟ್ ಬೆಳಕಿತ್ತು. ರಾತ್ರಿಯ ಪ್ರಶಾಂತ ವಾತಾವರಣದಲ್ಲಿ ಒಂದಷ್ಟು ಮಂದಿ ಯುವಕರು ಒಂದೆಡೆ ಸೇರುವುದೇ ಒಂದು ಥ್ರಿಲ್ ಎನಿಸುವಾಗ, ಇನ್ನು ಅಲ್ಲಿ ದೇಶದ ರಾಜಕೀಯ ಸಹಿತ ನಾನಾ ವಿಷಯಗಳ ಬಗ್ಗೆ ಹರಟುವುದು, ಬಗೆ ಬಗೆಯ ಆಟವಾಡುವುದು ಯಾರಿಗೆ ತಾನೇ ಇಷ್ಟವಾಗುವುದಿಲ್ಲ? (69, 1122, 392, 1909)
story1-column-1: ಬೆಂಗಳೂರು : ಆರ್‌ಎಸ್‌ಎಸ್‌ಗೂ ರಾಜಕೀಯಕ್ಕೂ ಸಂಬಂಧವೇ ಇಲ್ಲ ಎಂದು “ನವರಂಗಿ” ಆಟವಾಡುವುದನ್ನು ಕೈ ಬಿಡಿ ಎಂದು ಬಿಜೆಪಿ ಸಂಸದ ಮಾಜಿ ಮುಖ್ಯಮಂತ್ರಿ ಜಗದೀಶ ಶೆಟ್ಟರ್ ಅವರಿಗೆ ಕಾಂಗ್ರೆಸ್ ಮುಖಂಡ ವಿಧಾನಪರಿಷತ್ ಸದಸ್ಯ ಬಿ.ಕೆ.ಹರಿಪ್ರಸಾದ್ ಹರಿಹಾಯ್ದಿದ್ದಾರೆ. ಸಾಮಾಜಿಕ ಜಾಲತಾಣಗಳಲ್ಲಿ ಅವರು ಶೆಟ್ಟರ್ ಅವರನ್ನು ತರಾಟೆಗೆ ತೆಗೆದುಕೊಂಡಿದ್ದಾರೆ. ಗೋಸುಂಬೆ ನಾಟಕ ಯಾಕೆ ಶೆಟ್ಟರ್ ಅವರೇ? ಚುನಾವಣಾ ರಾಜಕೀಯದಲ್ಲಿ ಮತದಾರರು ನೀಡಿದ ಸೋಲು ಗೆಲುವಿನ ತೀರ್ಪಿಗೆ ತಲೆ ಬಾಗಿದ್ದೇನೆ ಹೊರತು, ಅಧಿಕಾರಕ್ಕಾಗಿ ಪಕ್ಷ ಸಿದ್ಧಾಂತವನ್ನು ಬದಲಾಯಿಸಿಲ್ಲ Jagadish Shettar ಅವರೇ. ನನ್ನ ಇಡೀ ಚುನಾವಣಾ ರಾಜಕೀಯ ಜೀವನದಲ್ಲಿ ಎಂದೂ ಜಾತಿಯ ಹೆಸರಿನಲ್ಲಿ, ಹಣ ಬಲದ ಮೇಲೆ ಚುನಾವಣೆ ಎದುರಿಸಿಲ್ಲ. (58, 256, 276, 607)
story1-headline-line1: ಆರ್‌ಎಸ್‌ಎಸ್‌ಗೂ ರಾಜಕೀಯಕ್ಕೂ ಸಂಬಂಧ ಇಲ್ಲ ಎಂಬ (147, 144, 660, 178)
